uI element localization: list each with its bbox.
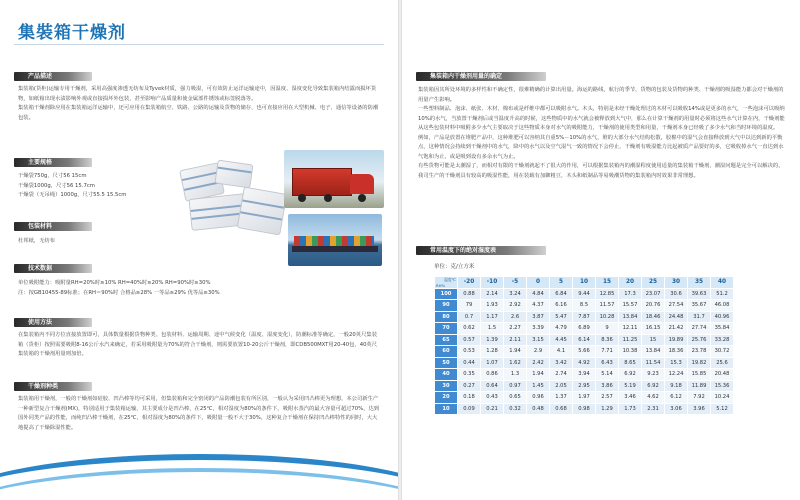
table-cell: 23.78 (688, 346, 711, 358)
table-cell: 2.74 (550, 369, 573, 381)
table-cell: 13.84 (619, 311, 642, 323)
table-cell: 0.65 (504, 392, 527, 404)
table-cell: 6.92 (642, 380, 665, 392)
section-heading-humidity-table: 常用温度下的绝对湿度表 (416, 246, 546, 255)
table-cell: 0.09 (458, 403, 481, 415)
table-cell: 0.86 (481, 369, 504, 381)
table-header-temp: -20 (458, 277, 481, 289)
table-cell: 0.97 (504, 380, 527, 392)
table-header-temp: 30 (665, 277, 688, 289)
table-row-rh: 90 (435, 300, 458, 312)
table-cell: 17.3 (619, 288, 642, 300)
table-cell: 19.82 (688, 357, 711, 369)
table-cell: 0.48 (527, 403, 550, 415)
table-cell: 2.57 (596, 392, 619, 404)
table-row (435, 380, 734, 392)
spec-line: 干燥袋1000g，尺寸56 15.7cm (18, 182, 95, 189)
usage-text: 在集装箱内不同方位直接放置即可，具体数量根据货物种类、包装材料、运输周期、途中气候变化（温度、湿度变化），防潮标准等确定，一般20英尺集装箱（货柜）按照需要吸附8-16公斤水汽来确定，若采用吸附量为70%的符合干燥剂，则需要放置10-20公斤干燥剂，即CDB500MXT用20-40包，40英尺集装箱的干燥剂用量则加倍。 (18, 332, 378, 357)
absolute-humidity-table (434, 276, 734, 415)
section-heading-types: 干燥剂种类 (14, 382, 92, 391)
table-cell: 79 (458, 300, 481, 312)
table-cell: 25.6 (711, 357, 734, 369)
table-cell: 39.63 (688, 288, 711, 300)
table-cell: 2.92 (504, 300, 527, 312)
table-cell: 1.94 (504, 346, 527, 358)
table-cell: 0.44 (458, 357, 481, 369)
table-cell: 1.17 (481, 311, 504, 323)
table-cell: 21.42 (665, 323, 688, 335)
section-heading-spec: 主要规格 (14, 158, 92, 167)
section-heading-material: 包装材料 (14, 222, 92, 231)
table-cell: 11.57 (596, 300, 619, 312)
table-row (435, 300, 734, 312)
table-cell: 2.6 (504, 311, 527, 323)
corner-rh-label: RH% (436, 282, 446, 288)
table-cell: 33.28 (711, 334, 734, 346)
table-cell: 0.62 (458, 323, 481, 335)
table-cell: 27.54 (665, 300, 688, 312)
dosage-paragraph: 例如，产品是放置在堆肥产品中，这种堆肥可以容纳其自重5%－10%的水气，堆的大部分水气结构松散，胶棉中的湿气会直接释放到大气中以达到新的平衡点，这种情况会持续到干燥剂中的水气，降中的水气以及空气湿气一致的情况下会停止，干燥剂有吸湿能力比起被质产品要好的多，它吸收掉水气一直达到水气饱和为止，或是吸到设有多余水气为止。 (418, 134, 784, 160)
types-text: 集装箱用干燥剂，一般的干燥剂如硅胶、凹凸棒等均可采用，但集装箱和完全密闭的产品防潮包装有所区别，一般认为采用凹凸棒更为理想，本公司新生产一种新型复合干燥剂(MX)，特别适用于集装箱运输，其主要成分是凹凸棒，在25℃，相对湿度为80%的条件下，吸附水蒸汽的最大容量可超过70%，达到国外同类产品的性能，而纯凹凸棒干燥剂，在25℃，相对湿度为80%的条件下，吸附量一般不大于30%，这种复合干燥剂在保持凹凸棒特性的同时，大大地提高了干燥除湿性能。 (18, 396, 380, 431)
table-header-temp: 10 (573, 277, 596, 289)
table-row (435, 334, 734, 346)
spec-line: 干燥袋（无吊绳）1000g，尺寸55.5 15.5cm (18, 192, 127, 198)
table-cell: 16.15 (642, 323, 665, 335)
table-cell: 6.14 (573, 334, 596, 346)
table-cell: 10.28 (596, 311, 619, 323)
table-header-row (435, 277, 734, 289)
table-cell: 7.92 (688, 392, 711, 404)
table-cell: 1.07 (481, 357, 504, 369)
table-cell: 15.57 (619, 300, 642, 312)
table-unit: 单位：克/立方米 (434, 264, 475, 270)
table-cell: 4.37 (527, 300, 550, 312)
table-row (435, 346, 734, 358)
table-row (435, 369, 734, 381)
table-cell: 9.23 (642, 369, 665, 381)
table-cell: 20.76 (642, 300, 665, 312)
table-cell: 15 (642, 334, 665, 346)
table-cell: 0.21 (481, 403, 504, 415)
section-heading-dosage: 集装箱内干燥剂用量的确定 (416, 72, 546, 81)
table-cell: 15.85 (688, 369, 711, 381)
table-cell: 12.24 (665, 369, 688, 381)
table-cell: 0.57 (458, 334, 481, 346)
table-cell: 5.47 (550, 311, 573, 323)
table-cell: 6.92 (619, 369, 642, 381)
ship-containers-shape (294, 236, 374, 246)
table-cell: 1.45 (527, 380, 550, 392)
table-cell: 6.16 (550, 300, 573, 312)
table-cell: 3.24 (504, 288, 527, 300)
table-header-temp: 15 (596, 277, 619, 289)
wheel-shape (298, 194, 306, 202)
corner-temp-label: 温度℃ (444, 277, 456, 282)
table-cell: 1.3 (504, 369, 527, 381)
table-cell: 0.18 (458, 392, 481, 404)
table-cell: 3.42 (550, 357, 573, 369)
table-cell: 1.28 (481, 346, 504, 358)
table-cell: 4.79 (550, 323, 573, 335)
table-cell: 8.5 (573, 300, 596, 312)
table-row-rh: 20 (435, 392, 458, 404)
table-cell: 0.27 (458, 380, 481, 392)
table-cell: 3.96 (688, 403, 711, 415)
table-cell: 0.64 (481, 380, 504, 392)
table-cell: 0.96 (527, 392, 550, 404)
table-cell: 3.39 (527, 323, 550, 335)
table-cell: 10.24 (711, 392, 734, 404)
container-shape (292, 168, 352, 196)
table-row (435, 392, 734, 404)
table-cell: 6.89 (573, 323, 596, 335)
table-cell: 1.93 (481, 300, 504, 312)
table-row-rh: 40 (435, 369, 458, 381)
overview-paragraph-2: 集装箱干燥剂除应用在集装箱运洋运输中，还可应用在集装箱航空、铁路、公路的运输及货物的储存，也可直接应用在大型机械、电子、通信等设备的防潮包装。 (18, 105, 379, 121)
table-cell: 9.44 (573, 288, 596, 300)
table-cell: 3.46 (619, 392, 642, 404)
table-cell: 1.39 (481, 334, 504, 346)
table-header-temp: 25 (642, 277, 665, 289)
tech-line-1: 单位吸附能力：吸附量RH=20%时≥10% RH=40%时≥20% RH=90%时≥30% (18, 280, 211, 286)
spec-list (18, 172, 168, 201)
table-cell: 10.38 (619, 346, 642, 358)
table-header-temp: 40 (711, 277, 734, 289)
left-page (0, 0, 398, 500)
material-text: 杜邦纸，无纺布 (18, 238, 56, 244)
wheel-shape (358, 194, 366, 202)
bag-illustration (237, 186, 288, 235)
table-cell: 0.43 (481, 392, 504, 404)
table-cell: 4.1 (550, 346, 573, 358)
table-row (435, 323, 734, 335)
table-cell: 11.54 (642, 357, 665, 369)
table-cell: 2.27 (504, 323, 527, 335)
table-cell: 15.3 (665, 357, 688, 369)
table-cell: 1.5 (481, 323, 504, 335)
dosage-paragraph: 一些塑料制品、泡沫、纸张、木材、棉布或是纤维中都可以吸附水气。木头，特别是未经干燥处理过的木材可以吸收14%或是更多的水气，一些泡沫可以吸纳10%的水气，当放置干燥剂后或当温度升高的时候，这些物质中的水气就会被释放到大气中，那么在计算干燥剂的用量时必须将这些水气计算在内，干燥剂能从这些包装材料中吸附多少水气主要取决于这些物质本身对水气的吸附能力，干燥剂的使用类型和用量，干燥剂本身已经吸了多少水气和当时环境的温度。 (418, 106, 785, 131)
table-cell: 12.85 (596, 288, 619, 300)
table-row-rh: 10 (435, 403, 458, 415)
spec-line: 干燥袋750g，尺寸56 15cm (18, 173, 87, 179)
wheel-shape (324, 194, 332, 202)
table-cell: 12.11 (619, 323, 642, 335)
table-cell: 1.62 (504, 357, 527, 369)
table-cell: 9 (596, 323, 619, 335)
truck-cab-shape (350, 174, 374, 194)
table-cell: 6.12 (665, 392, 688, 404)
table-cell: 5.19 (619, 380, 642, 392)
table-header-temp: 20 (619, 277, 642, 289)
table-cell: 18.46 (642, 311, 665, 323)
table-cell: 4.92 (573, 357, 596, 369)
table-row-rh: 100 (435, 288, 458, 300)
table-cell: 30.6 (665, 288, 688, 300)
table-cell: 15.36 (711, 380, 734, 392)
table-cell: 11.89 (688, 380, 711, 392)
table-cell: 3.15 (527, 334, 550, 346)
table-cell: 46.08 (711, 300, 734, 312)
table-cell: 31.7 (688, 311, 711, 323)
table-cell: 7.71 (596, 346, 619, 358)
table-header-temp: -10 (481, 277, 504, 289)
table-cell: 1.37 (550, 392, 573, 404)
table-cell: 3.06 (665, 403, 688, 415)
table-row-rh: 30 (435, 380, 458, 392)
table-row (435, 288, 734, 300)
table-header-temp: 35 (688, 277, 711, 289)
table-cell: 0.88 (458, 288, 481, 300)
table-header-temp: -5 (504, 277, 527, 289)
table-cell: 1.73 (619, 403, 642, 415)
table-cell: 9.18 (665, 380, 688, 392)
table-cell: 5.14 (596, 369, 619, 381)
table-row-rh: 60 (435, 346, 458, 358)
table-cell: 6.84 (550, 288, 573, 300)
overview-text (18, 85, 380, 123)
table-cell: 4.62 (642, 392, 665, 404)
table-cell: 30.72 (711, 346, 734, 358)
section-heading-usage: 使用方法 (14, 318, 92, 327)
table-cell: 25.76 (688, 334, 711, 346)
table-cell: 27.74 (688, 323, 711, 335)
table-cell: 40.96 (711, 311, 734, 323)
table-cell: 3.86 (596, 380, 619, 392)
dosage-paragraph: 集装箱因其所处环境的多样性和不确定性，很难精确的计算出用量。海运的路线，航行的季节，货物的包装及货物的种类、干燥剂的吸湿能力都会对干燥剂的用量产生影响。 (418, 87, 784, 103)
bag-illustration (215, 160, 254, 188)
table-cell: 24.48 (665, 311, 688, 323)
ship-hull-shape (292, 246, 378, 252)
table-cell: 51.2 (711, 288, 734, 300)
table-cell: 5.12 (711, 403, 734, 415)
container-ship-image (288, 214, 382, 266)
table-cell: 0.35 (458, 369, 481, 381)
table-cell: 3.94 (573, 369, 596, 381)
product-bags-image (168, 160, 290, 244)
table-cell: 6.43 (596, 357, 619, 369)
table-header-temp: 0 (527, 277, 550, 289)
table-cell: 11.25 (619, 334, 642, 346)
table-cell: 0.98 (573, 403, 596, 415)
right-page (402, 0, 800, 500)
table-cell: 23.07 (642, 288, 665, 300)
table-cell: 0.68 (550, 403, 573, 415)
container-truck-image (284, 150, 384, 208)
table-cell: 13.84 (642, 346, 665, 358)
table-row-rh: 50 (435, 357, 458, 369)
table-cell: 7.87 (573, 311, 596, 323)
table-corner-cell (435, 277, 458, 289)
table-cell: 1.29 (596, 403, 619, 415)
table-cell: 8.36 (596, 334, 619, 346)
table-row-rh: 65 (435, 334, 458, 346)
table-cell: 0.32 (504, 403, 527, 415)
table-cell: 3.87 (527, 311, 550, 323)
title-divider (14, 44, 384, 45)
table-cell: 2.05 (550, 380, 573, 392)
table-cell: 1.94 (527, 369, 550, 381)
section-heading-overview: 产品描述 (14, 72, 92, 81)
table-cell: 18.36 (665, 346, 688, 358)
table-cell: 8.65 (619, 357, 642, 369)
table-cell: 5.66 (573, 346, 596, 358)
table-cell: 2.95 (573, 380, 596, 392)
table-header-temp: 5 (550, 277, 573, 289)
table-cell: 35.84 (711, 323, 734, 335)
table-cell: 0.7 (458, 311, 481, 323)
overview-paragraph-1: 集装箱(货柜)运输专用干燥剂，采用高强度渗透无纺布及Tyvek材质，强力吸湿，可有效防止运洋运输途中，因温度、湿度变化导致集装箱内结露而损坏货物，如纸箱出现水渍影响外观或直接损坏外包装，甚至影响产品质量和使金属部件锈蚀或标签脱落等。 (18, 86, 377, 102)
table-row (435, 357, 734, 369)
table-row-rh: 80 (435, 311, 458, 323)
table-cell: 2.31 (642, 403, 665, 415)
tech-text (18, 279, 380, 298)
table-cell: 1.97 (573, 392, 596, 404)
dosage-text (418, 86, 786, 181)
table-cell: 0.53 (458, 346, 481, 358)
table-body (435, 288, 734, 415)
tech-line-2: 注：按GB10455-89标准；在RH＝90%时 合格品≥28% 一等品≥29% 优等品≥30% (18, 289, 220, 296)
table-cell: 2.11 (504, 334, 527, 346)
table-cell: 2.9 (527, 346, 550, 358)
section-heading-tech: 技术数据 (14, 264, 92, 273)
table-cell: 4.45 (550, 334, 573, 346)
table-row (435, 403, 734, 415)
table-row (435, 311, 734, 323)
dosage-paragraph: 有些货物可能是太潮湿了，而相对有限的干燥剂就起不了很大的作用，可以根据集装箱内的潮湿程度使用适量的集装箱干燥剂，潮湿问题是完全可以解决的，我司生产的干燥剂具有较高的吸湿性能，用在装载有加御粗豆，木头和纸制品等易吸潮货物的集装箱内时效果非常理想。 (418, 163, 784, 179)
table-cell: 19.89 (665, 334, 688, 346)
table-cell: 20.48 (711, 369, 734, 381)
table-cell: 4.84 (527, 288, 550, 300)
table-row-rh: 70 (435, 323, 458, 335)
table-cell: 2.14 (481, 288, 504, 300)
page-title: 集裝箱干燥剂 (18, 23, 126, 43)
table-cell: 2.42 (527, 357, 550, 369)
table-cell: 35.67 (688, 300, 711, 312)
